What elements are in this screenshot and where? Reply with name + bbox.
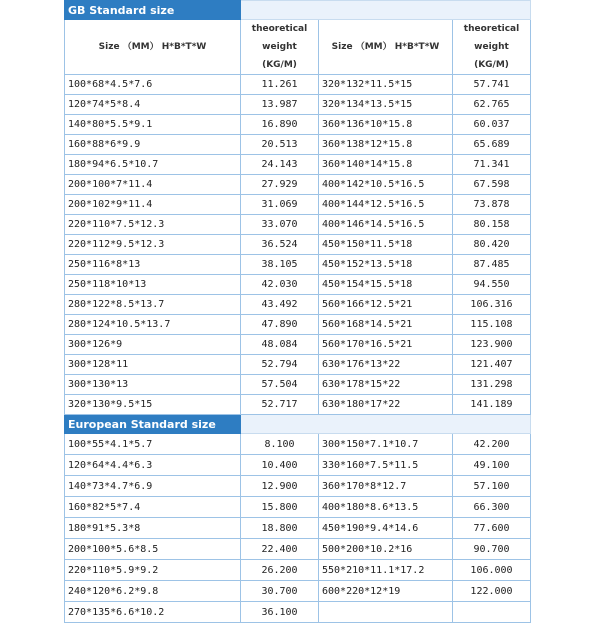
- size-cell-2: 450*190*9.4*14.6: [319, 518, 453, 539]
- gb-table-row: [65, 175, 531, 195]
- eu-table-row: [65, 539, 531, 560]
- gb-table-row: [65, 195, 531, 215]
- size-cell: 140*80*5.5*9.1: [65, 115, 241, 135]
- weight-cell: 27.929: [241, 175, 319, 195]
- weight-cell: 42.030: [241, 275, 319, 295]
- size-cell: 250*118*10*13: [65, 275, 241, 295]
- weight-cell-2: 141.189: [453, 395, 531, 415]
- size-cell-2: 360*140*14*15.8: [319, 155, 453, 175]
- weight-cell-2: 71.341: [453, 155, 531, 175]
- size-cell-2: 400*180*8.6*13.5: [319, 497, 453, 518]
- size-cell-2: [319, 602, 453, 623]
- gb-table-row: [65, 115, 531, 135]
- size-cell-2: 330*160*7.5*11.5: [319, 455, 453, 476]
- size-cell: 280*124*10.5*13.7: [65, 315, 241, 335]
- gb-table-row: [65, 215, 531, 235]
- gb-table-row: [65, 75, 531, 95]
- weight-cell-2: 87.485: [453, 255, 531, 275]
- size-cell: 220*110*7.5*12.3: [65, 215, 241, 235]
- size-cell: 180*94*6.5*10.7: [65, 155, 241, 175]
- weight-cell-2: 123.900: [453, 335, 531, 355]
- weight-cell-2: 90.700: [453, 539, 531, 560]
- size-cell: 320*130*9.5*15: [65, 395, 241, 415]
- gb-table-row: [65, 275, 531, 295]
- weight-cell: 16.890: [241, 115, 319, 135]
- size-column-header-2: Size （MM） H*B*T*W: [319, 20, 453, 75]
- size-cell: 280*122*8.5*13.7: [65, 295, 241, 315]
- size-cell: 180*91*5.3*8: [65, 518, 241, 539]
- weight-cell: 30.700: [241, 581, 319, 602]
- size-cell: 100*68*4.5*7.6: [65, 75, 241, 95]
- weight-cell: 18.800: [241, 518, 319, 539]
- weight-cell-2: 80.420: [453, 235, 531, 255]
- weight-cell: 20.513: [241, 135, 319, 155]
- gb-table-row: [65, 235, 531, 255]
- eu-table-row: [65, 455, 531, 476]
- size-table: [64, 0, 531, 623]
- gb-table-row: [65, 395, 531, 415]
- size-cell-2: 630*178*15*22: [319, 375, 453, 395]
- weight-cell-2: 65.689: [453, 135, 531, 155]
- weight-cell: 12.900: [241, 476, 319, 497]
- weight-cell: 52.717: [241, 395, 319, 415]
- size-cell: 220*110*5.9*9.2: [65, 560, 241, 581]
- size-column-header: Size （MM） H*B*T*W: [65, 20, 241, 75]
- size-cell: 250*116*8*13: [65, 255, 241, 275]
- weight-cell: 13.987: [241, 95, 319, 115]
- weight-cell: 47.890: [241, 315, 319, 335]
- gb-table-row: [65, 135, 531, 155]
- size-cell: 300*126*9: [65, 335, 241, 355]
- size-cell-2: 400*142*10.5*16.5: [319, 175, 453, 195]
- gb-table-row: [65, 155, 531, 175]
- weight-cell: 38.105: [241, 255, 319, 275]
- weight-cell: 36.524: [241, 235, 319, 255]
- size-cell: 300*128*11: [65, 355, 241, 375]
- weight-cell: 24.143: [241, 155, 319, 175]
- eu-table-row: [65, 434, 531, 455]
- weight-cell: 43.492: [241, 295, 319, 315]
- size-cell-2: 400*146*14.5*16.5: [319, 215, 453, 235]
- weight-cell-2: 80.158: [453, 215, 531, 235]
- size-cell-2: 300*150*7.1*10.7: [319, 434, 453, 455]
- eu-section-title: European Standard size: [65, 415, 241, 434]
- weight-cell: 8.100: [241, 434, 319, 455]
- weight-cell-2: 131.298: [453, 375, 531, 395]
- table-header-row: [65, 20, 531, 75]
- size-cell-2: 450*154*15.5*18: [319, 275, 453, 295]
- weight-cell-2: 66.300: [453, 497, 531, 518]
- weight-cell: 57.504: [241, 375, 319, 395]
- eu-table-row: [65, 497, 531, 518]
- size-cell: 200*100*7*11.4: [65, 175, 241, 195]
- weight-cell-2: 67.598: [453, 175, 531, 195]
- weight-cell: 33.070: [241, 215, 319, 235]
- size-cell-2: 360*170*8*12.7: [319, 476, 453, 497]
- weight-cell: 22.400: [241, 539, 319, 560]
- weight-cell-2: 106.000: [453, 560, 531, 581]
- size-cell-2: 550*210*11.1*17.2: [319, 560, 453, 581]
- size-cell: 270*135*6.6*10.2: [65, 602, 241, 623]
- weight-cell-2: [453, 602, 531, 623]
- size-cell: 100*55*4.1*5.7: [65, 434, 241, 455]
- size-cell-2: 320*134*13.5*15: [319, 95, 453, 115]
- size-cell: 160*88*6*9.9: [65, 135, 241, 155]
- size-cell-2: 560*170*16.5*21: [319, 335, 453, 355]
- steel-size-sheet: [64, 0, 530, 618]
- weight-cell: 11.261: [241, 75, 319, 95]
- weight-cell-2: 77.600: [453, 518, 531, 539]
- weight-cell-2: 62.765: [453, 95, 531, 115]
- weight-column-header-2: theoretical weight (KG/M): [453, 20, 531, 75]
- size-cell: 140*73*4.7*6.9: [65, 476, 241, 497]
- eu-section-blank: [241, 415, 531, 434]
- eu-table-row: [65, 518, 531, 539]
- size-cell-2: 320*132*11.5*15: [319, 75, 453, 95]
- eu-table-row: [65, 581, 531, 602]
- weight-cell-2: 57.100: [453, 476, 531, 497]
- weight-cell: 10.400: [241, 455, 319, 476]
- gb-section-blank: [241, 1, 531, 20]
- weight-cell-2: 49.100: [453, 455, 531, 476]
- weight-cell-2: 42.200: [453, 434, 531, 455]
- weight-cell: 36.100: [241, 602, 319, 623]
- size-cell-2: 360*138*12*15.8: [319, 135, 453, 155]
- weight-cell-2: 94.550: [453, 275, 531, 295]
- size-cell: 220*112*9.5*12.3: [65, 235, 241, 255]
- weight-cell: 48.084: [241, 335, 319, 355]
- size-cell-2: 500*200*10.2*16: [319, 539, 453, 560]
- weight-cell: 26.200: [241, 560, 319, 581]
- size-table-body: [65, 1, 531, 623]
- size-cell: 160*82*5*7.4: [65, 497, 241, 518]
- weight-column-header: theoretical weight (KG/M): [241, 20, 319, 75]
- gb-table-row: [65, 375, 531, 395]
- gb-section-title: GB Standard size: [65, 1, 241, 20]
- size-cell: 200*102*9*11.4: [65, 195, 241, 215]
- size-cell: 300*130*13: [65, 375, 241, 395]
- size-cell-2: 600*220*12*19: [319, 581, 453, 602]
- size-cell: 120*74*5*8.4: [65, 95, 241, 115]
- weight-cell-2: 73.878: [453, 195, 531, 215]
- eu-section-header: [65, 415, 531, 434]
- gb-table-row: [65, 295, 531, 315]
- weight-cell: 52.794: [241, 355, 319, 375]
- gb-table-row: [65, 315, 531, 335]
- weight-cell-2: 60.037: [453, 115, 531, 135]
- eu-table-row: [65, 560, 531, 581]
- eu-table-row: [65, 602, 531, 623]
- weight-cell-2: 121.407: [453, 355, 531, 375]
- size-cell-2: 630*176*13*22: [319, 355, 453, 375]
- weight-cell-2: 106.316: [453, 295, 531, 315]
- weight-cell-2: 122.000: [453, 581, 531, 602]
- gb-table-row: [65, 95, 531, 115]
- size-cell: 120*64*4.4*6.3: [65, 455, 241, 476]
- size-cell: 200*100*5.6*8.5: [65, 539, 241, 560]
- gb-table-row: [65, 335, 531, 355]
- eu-table-row: [65, 476, 531, 497]
- gb-section-header: [65, 1, 531, 20]
- size-cell-2: 360*136*10*15.8: [319, 115, 453, 135]
- size-cell-2: 450*152*13.5*18: [319, 255, 453, 275]
- size-cell-2: 560*168*14.5*21: [319, 315, 453, 335]
- size-cell: 240*120*6.2*9.8: [65, 581, 241, 602]
- size-cell-2: 560*166*12.5*21: [319, 295, 453, 315]
- gb-table-row: [65, 355, 531, 375]
- weight-cell: 31.069: [241, 195, 319, 215]
- weight-cell: 15.800: [241, 497, 319, 518]
- size-cell-2: 450*150*11.5*18: [319, 235, 453, 255]
- weight-cell-2: 115.108: [453, 315, 531, 335]
- size-cell-2: 400*144*12.5*16.5: [319, 195, 453, 215]
- weight-cell-2: 57.741: [453, 75, 531, 95]
- size-cell-2: 630*180*17*22: [319, 395, 453, 415]
- gb-table-row: [65, 255, 531, 275]
